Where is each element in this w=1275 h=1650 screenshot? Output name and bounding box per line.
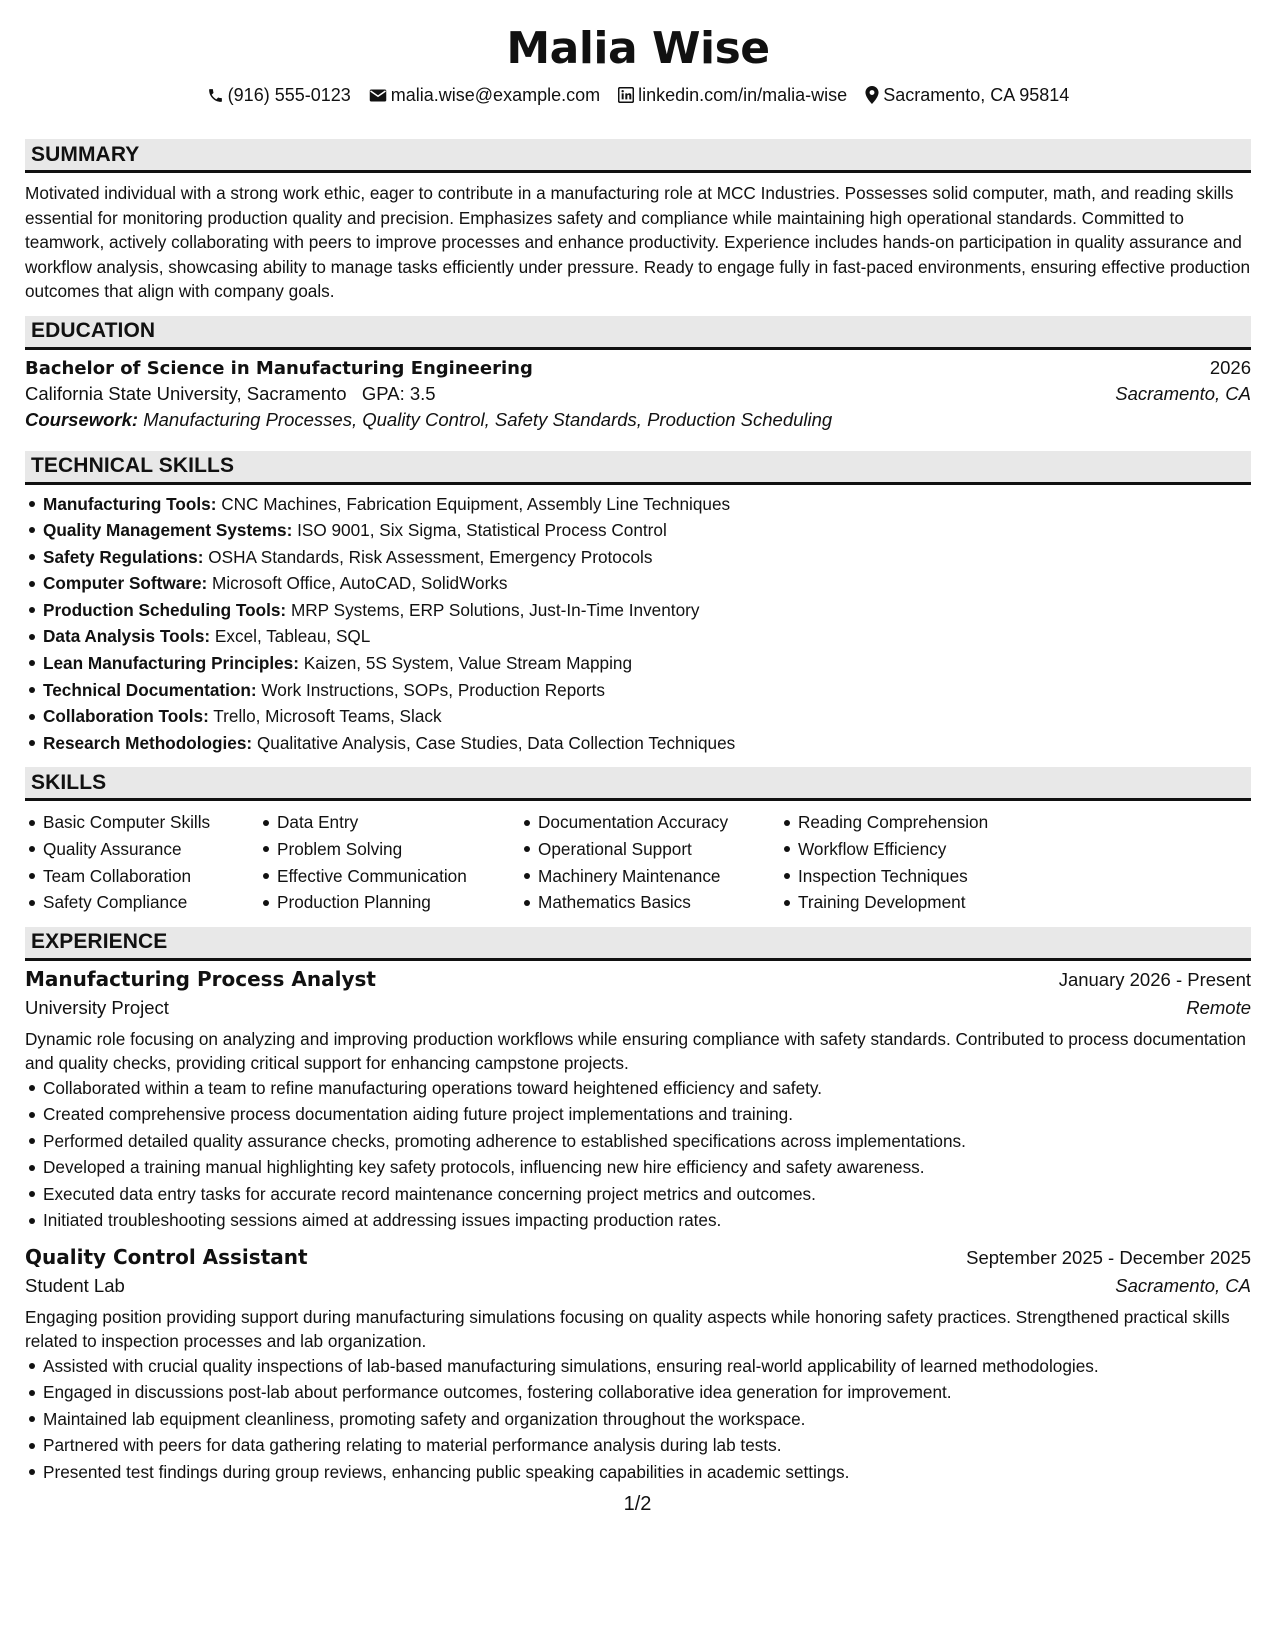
technical-skills-heading: TECHNICAL SKILLS: [25, 451, 1251, 485]
job-2-description: Engaging position providing support during manufacturing simulations focusing on quality aspects while honoring safety practices. Strengthened practical skills related to inspection processes and lab organization.: [25, 1306, 1230, 1351]
list-item: Technical Documentation: Work Instructions, SOPs, Production Reports: [43, 677, 1251, 704]
coursework-label: Coursework:: [25, 408, 139, 430]
gpa: GPA: 3.5: [361, 382, 436, 404]
job-1-description: Dynamic role focusing on analyzing and improving production workflows while ensuring compliance with safety standards. Contributed to process documentation and quality checks, providing critical support for enhancing campstone projects.: [25, 1028, 1246, 1073]
list-item: Initiated troubleshooting sessions aimed at addressing issues impacting production rates.: [43, 1207, 1251, 1234]
job-1-title-row: [25, 967, 1251, 991]
list-item: Partnered with peers for data gathering relating to material performance analysis during lab tests.: [43, 1432, 1251, 1459]
list-item: Inspection Techniques: [798, 863, 1048, 890]
list-item: Computer Software: Microsoft Office, AutoCAD, SolidWorks: [43, 570, 1251, 597]
job-1-org: University Project: [25, 996, 169, 1018]
job-2-title: Quality Control Assistant: [25, 1244, 308, 1269]
list-item: Assisted with crucial quality inspections of lab-based manufacturing simulations, ensuring real-world applicability of learned methodologies.: [43, 1353, 1251, 1380]
job-2-title-row: [25, 1245, 1251, 1269]
list-item: Quality Management Systems: ISO 9001, Six Sigma, Statistical Process Control: [43, 517, 1251, 544]
candidate-name: Malia Wise: [506, 23, 770, 74]
map-pin-icon: [865, 86, 879, 104]
school-info: [25, 383, 436, 405]
summary-heading: SUMMARY: [25, 139, 1251, 173]
list-item: Training Development: [798, 889, 1048, 916]
envelope-icon: [369, 88, 387, 103]
list-item: Quality Assurance: [43, 836, 259, 863]
summary-text: Motivated individual with a strong work ethic, eager to contribute in a manufacturing role at MCC Industries. Possesses solid computer, math, and reading skills essential for monitoring production quality and precision. Emphasizes safety and compliance while maintaining high operational standards. Committed to teamwork, actively collaborating with peers to improve processes and enhance productivity. Experience includes hands-on participation in quality assurance and workflow analysis, showcasing ability to manage tasks efficiently under pressure. Ready to engage fully in fast-paced environments, ensuring effective production outcomes that align with company goals.: [25, 183, 1251, 301]
job-1-location: Remote: [1186, 996, 1251, 1018]
list-item: Operational Support: [538, 836, 780, 863]
list-item: Machinery Maintenance: [538, 863, 780, 890]
contact-bar: [25, 82, 1251, 108]
list-item: Created comprehensive process documentation aiding future project implementations and training.: [43, 1101, 1251, 1128]
job-1-title: Manufacturing Process Analyst: [25, 966, 376, 991]
job-2-dates: September 2025 - December 2025: [966, 1246, 1251, 1268]
school-location: Sacramento, CA: [1115, 382, 1251, 404]
contact-linkedin[interactable]: [618, 85, 847, 106]
list-item: Executed data entry tasks for accurate record maintenance concerning project metrics and outcomes.: [43, 1181, 1251, 1208]
job-2-org: Student Lab: [25, 1274, 125, 1296]
job-1-dates: January 2026 - Present: [1058, 968, 1251, 990]
contact-email[interactable]: [369, 85, 600, 106]
list-item: Collaboration Tools: Trello, Microsoft Teams, Slack: [43, 703, 1251, 730]
resume-page: [25, 0, 1251, 1485]
contact-phone: [207, 85, 351, 106]
list-item: Engaged in discussions post-lab about performance outcomes, fostering collaborative idea generation for improvement.: [43, 1379, 1251, 1406]
list-item: Collaborated within a team to refine manufacturing operations toward heightened efficiency and safety.: [43, 1075, 1251, 1102]
job-2-org-row: [25, 1275, 1251, 1297]
phone-icon: [207, 87, 224, 104]
linkedin-link[interactable]: linkedin.com/in/malia-wise: [638, 84, 848, 105]
skills-grid: [25, 809, 1251, 915]
experience-heading: EXPERIENCE: [25, 927, 1251, 961]
list-item: Performed detailed quality assurance checks, promoting adherence to established specifications across implementations.: [43, 1128, 1251, 1155]
list-item: Data Entry: [277, 809, 520, 836]
list-item: Maintained lab equipment cleanliness, promoting safety and organization throughout the workspace.: [43, 1406, 1251, 1433]
list-item: Workflow Efficiency: [798, 836, 1048, 863]
skills-column-1: [25, 809, 259, 915]
list-item: Safety Compliance: [43, 889, 259, 916]
list-item: Data Analysis Tools: Excel, Tableau, SQL: [43, 623, 1251, 650]
job-1-bullets: [25, 1075, 1251, 1234]
skills-column-2: [259, 809, 520, 915]
list-item: Production Planning: [277, 889, 520, 916]
list-item: Presented test findings during group reviews, enhancing public speaking capabilities in academic settings.: [43, 1459, 1251, 1486]
list-item: Basic Computer Skills: [43, 809, 259, 836]
list-item: Developed a training manual highlighting key safety protocols, influencing new hire efficiency and safety awareness.: [43, 1154, 1251, 1181]
contact-location: [865, 85, 1069, 106]
list-item: Research Methodologies: Qualitative Analysis, Case Studies, Data Collection Techniques: [43, 730, 1251, 757]
list-item: Lean Manufacturing Principles: Kaizen, 5S System, Value Stream Mapping: [43, 650, 1251, 677]
list-item: Documentation Accuracy: [538, 809, 780, 836]
phone-text: (916) 555-0123: [227, 84, 351, 105]
page-number: 1/2: [623, 1493, 652, 1515]
list-item: Safety Regulations: OSHA Standards, Risk Assessment, Emergency Protocols: [43, 544, 1251, 571]
skills-column-3: [520, 809, 780, 915]
skills-column-4: [780, 809, 1048, 915]
school-name: California State University, Sacramento: [25, 382, 347, 404]
location-text: Sacramento, CA 95814: [883, 84, 1070, 105]
email-link[interactable]: malia.wise@example.com: [390, 84, 601, 105]
education-degree-row: [25, 357, 1251, 379]
list-item: Team Collaboration: [43, 863, 259, 890]
list-item: Reading Comprehension: [798, 809, 1048, 836]
education-heading: EDUCATION: [25, 316, 1251, 350]
list-item: Problem Solving: [277, 836, 520, 863]
list-item: Mathematics Basics: [538, 889, 780, 916]
list-item: Effective Communication: [277, 863, 520, 890]
linkedin-icon: [618, 87, 634, 103]
graduation-year: 2026: [1209, 356, 1251, 378]
coursework-list: Manufacturing Processes, Quality Control, Safety Standards, Production Scheduling: [143, 408, 833, 430]
list-item: Manufacturing Tools: CNC Machines, Fabrication Equipment, Assembly Line Techniques: [43, 491, 1251, 518]
job-1-org-row: [25, 997, 1251, 1019]
job-2-bullets: [25, 1353, 1251, 1486]
skills-heading: SKILLS: [25, 767, 1251, 801]
coursework-line: [25, 409, 1251, 431]
degree-title: Bachelor of Science in Manufacturing Engineering: [25, 357, 533, 379]
job-2-location: Sacramento, CA: [1115, 1274, 1251, 1296]
technical-skills-list: [25, 491, 1251, 757]
list-item: Production Scheduling Tools: MRP Systems, ERP Solutions, Just-In-Time Inventory: [43, 597, 1251, 624]
education-school-row: [25, 383, 1251, 405]
